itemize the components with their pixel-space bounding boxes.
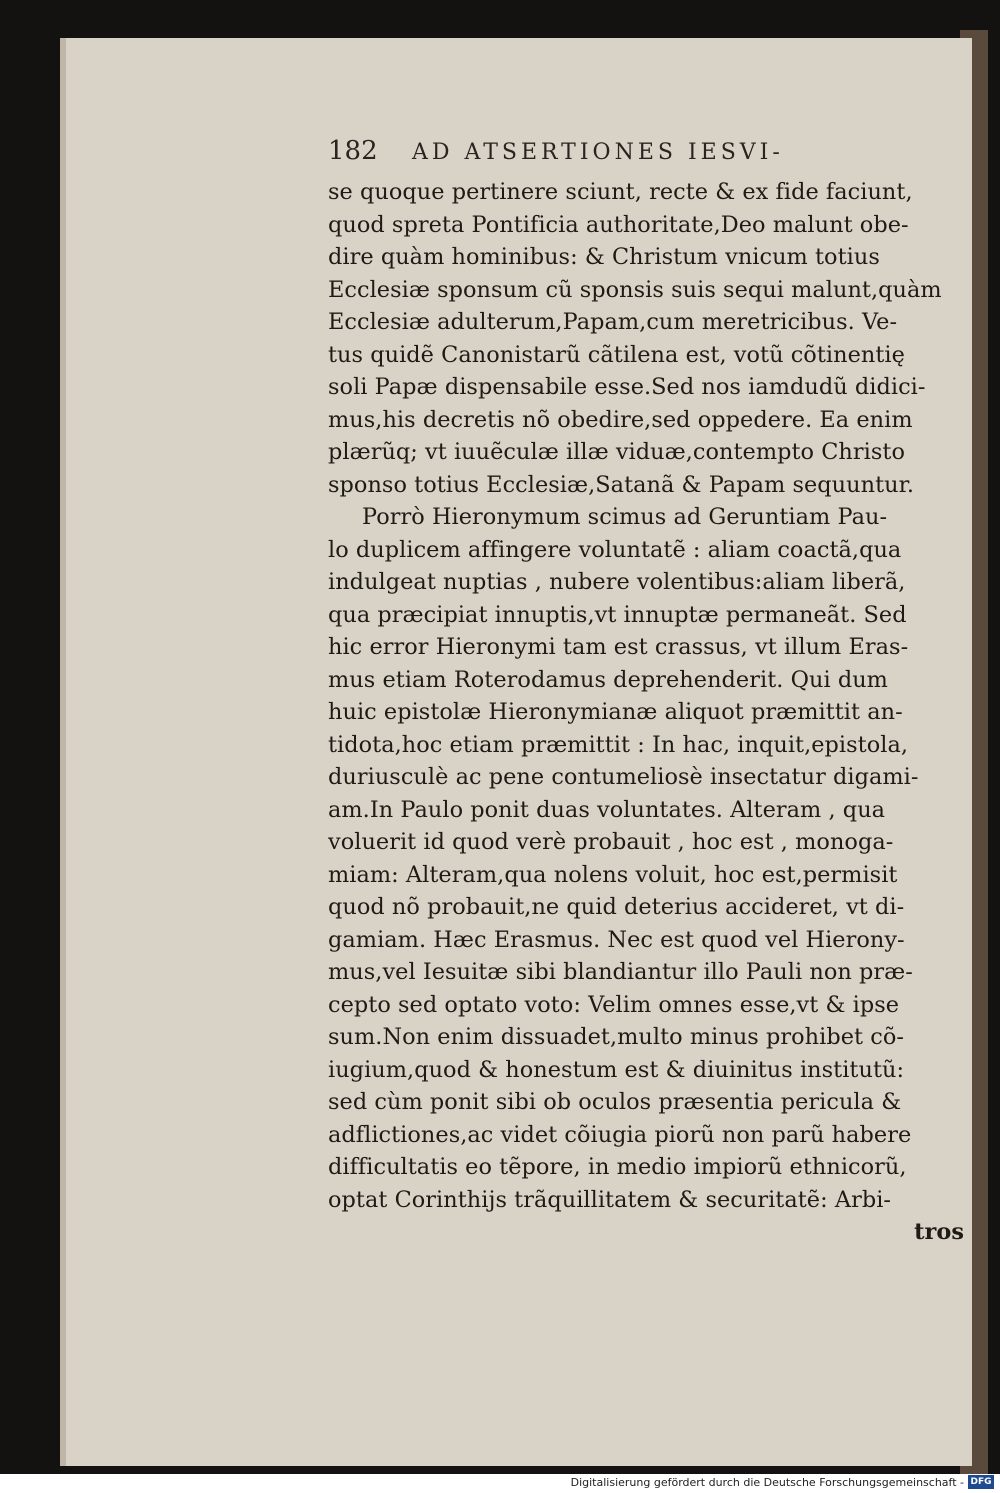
text-line: optat Corinthijs trãquillitatem & securitatẽ: Arbi- [328,1186,892,1213]
text-line: iugium,quod & honestum est & diuinitus institutũ: [328,1056,905,1083]
text-line: Ecclesiæ adulterum,Papam,cum meretricibus. Ve- [328,309,898,335]
text-line: sed cùm ponit sibi ob oculos præsentia pericula & [328,1089,902,1115]
body-text [328,176,968,1249]
text-line: voluerit id quod verè probauit , hoc est , monoga- [328,829,894,855]
text-line: gamiam. Hæc Erasmus. Nec est quod vel Hierony- [328,926,905,953]
text-line: soli Papæ dispensabile esse.Sed nos iamdudũ didici- [328,374,926,400]
text-line: miam: Alteram,qua nolens voluit, hoc est,permisit [328,861,898,888]
funding-credit: Digitalisierung gefördert durch die Deutsche Forschungsgemeinschaft - [570,1476,964,1489]
book-page [60,38,972,1466]
text-line: sum.Non enim dissuadet,multo minus prohibet cõ- [328,1024,904,1050]
running-head: AD ATSERTIONES IESVI- [412,140,784,165]
text-line: mus,his decretis nõ obedire,sed oppedere. Ea enim [328,406,913,433]
text-line: se quoque pertinere sciunt, recte & ex fide faciunt, [328,179,913,205]
text-line: mus etiam Roterodamus deprehenderit. Qui dum [328,666,888,693]
text-line: Ecclesiæ sponsum cũ sponsis suis sequi malunt,quàm [328,276,942,303]
text-line: indulgeat nuptias , nubere volentibus:aliam liberã, [328,569,906,595]
text-line: am.In Paulo ponit duas voluntates. Alteram , qua [328,796,886,823]
text-line: cepto sed optato voto: Velim omnes esse,vt & ipse [328,991,900,1018]
text-line: sponso totius Ecclesiæ,Satanã & Papam sequuntur. [328,471,915,498]
text-line: tidota,hoc etiam præmittit : In hac, inquit,epistola, [328,731,909,758]
text-line: duriusculè ac pene contumeliosè insectatur digami- [328,764,919,790]
text-line: quod spreta Pontificia authoritate,Deo malunt obe- [328,211,909,238]
text-line: tus quidẽ Canonistarũ cãtilena est, votũ cõtinentię [328,341,905,368]
page-content [328,136,968,1249]
text-line: qua præcipiat innuptis,vt innuptæ permaneãt. Sed [328,601,907,628]
catchword: tros [914,1219,964,1245]
text-line: plærũq; vt iuuẽculæ illæ viduæ,contempto Christo [328,439,905,465]
text-line: huic epistolæ Hieronymianæ aliquot præmittit an- [328,699,903,725]
text-line: adflictiones,ac videt cõiugia piorũ non parũ habere [328,1121,912,1148]
text-line: dire quàm hominibus: & Christum vnicum totius [328,244,880,270]
page-number: 182 [328,136,378,166]
text-line: Porrò Hieronymum scimus ad Geruntiam Pau- [362,504,888,530]
text-line: lo duplicem affingere voluntatẽ : aliam coactã,qua [328,536,902,563]
text-line: difficultatis eo tẽpore, in medio impiorũ ethnicorũ, [328,1154,907,1180]
page-header [328,136,968,176]
text-line: quod nõ probauit,ne quid deterius accideret, vt di- [328,894,905,920]
text-line: hic error Hieronymi tam est crassus, vt illum Eras- [328,634,909,660]
text-line: mus,vel Iesuitæ sibi blandiantur illo Pauli non præ- [328,959,913,985]
dfg-logo-icon: DFG [968,1475,994,1489]
